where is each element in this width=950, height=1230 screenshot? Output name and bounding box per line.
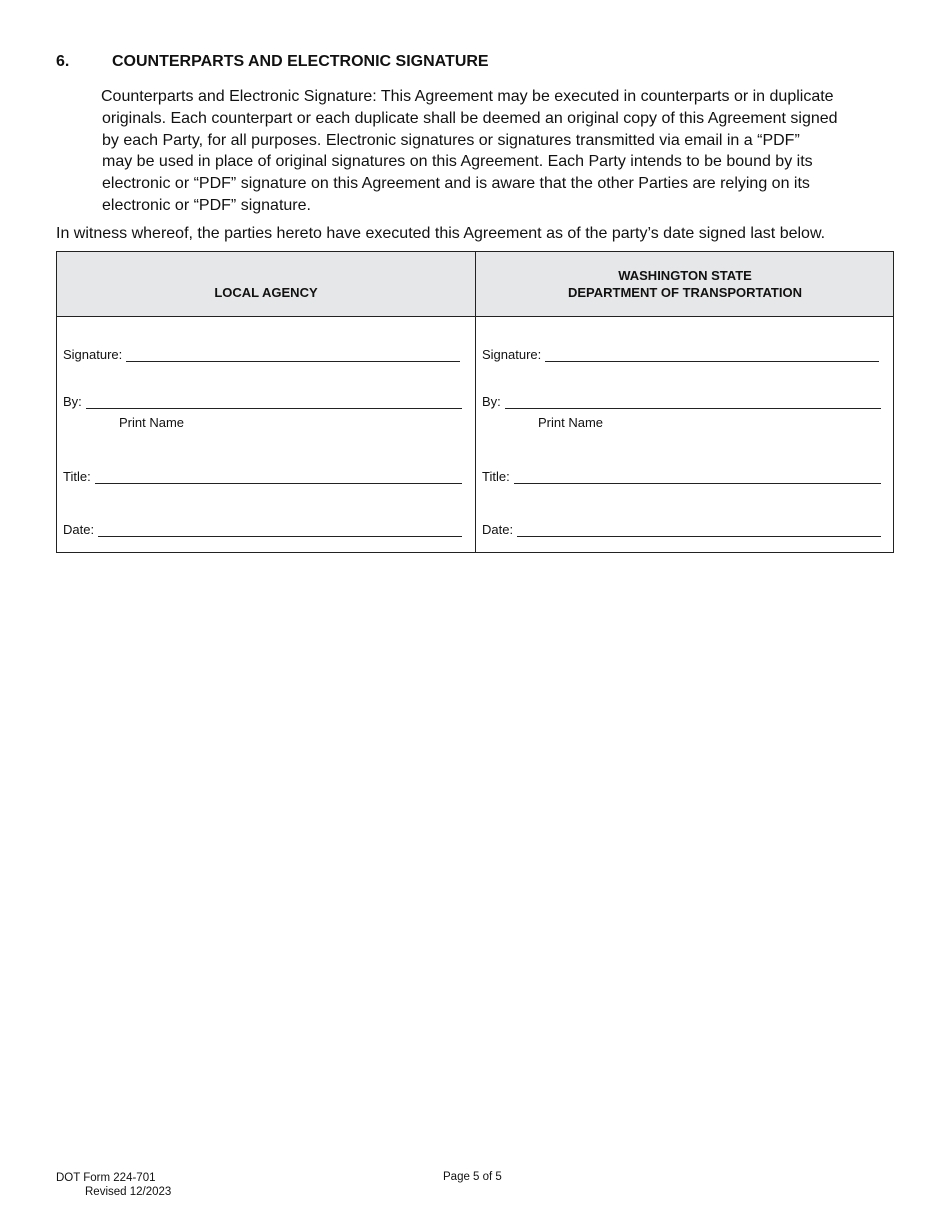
section-number: 6. xyxy=(56,53,70,70)
header-local-agency: LOCAL AGENCY xyxy=(214,284,318,300)
wsdot-by-field[interactable] xyxy=(482,394,881,409)
date-label: Date: xyxy=(63,522,95,537)
footer-form-number: DOT Form 224-701 xyxy=(56,1172,156,1184)
header-wsdot xyxy=(476,252,894,316)
print-name-label: Print Name xyxy=(538,415,604,430)
footer-form-info xyxy=(56,1171,171,1199)
date-label: Date: xyxy=(482,522,514,537)
signature-table xyxy=(56,251,894,553)
local-by-field[interactable] xyxy=(63,394,462,409)
signature-line[interactable] xyxy=(545,347,879,362)
header-wsdot-line2: DEPARTMENT OF TRANSPORTATION xyxy=(568,285,802,300)
signature-label: Signature: xyxy=(63,347,123,362)
date-line[interactable] xyxy=(98,522,462,537)
body-line: electronic or “PDF” signature. xyxy=(102,196,311,214)
by-line[interactable] xyxy=(505,394,881,409)
body-line: electronic or “PDF” signature on this Agreement and is aware that the other Parties are relying on its xyxy=(102,175,810,193)
body-line: originals. Each counterpart or each duplicate shall be deemed an original copy of this Agreement signed xyxy=(102,109,838,127)
title-label: Title: xyxy=(482,469,510,484)
body-line: Counterparts and Electronic Signature: This Agreement may be executed in counterparts or in duplicate xyxy=(101,88,834,105)
by-line[interactable] xyxy=(86,394,462,409)
section-heading xyxy=(56,53,489,71)
date-line[interactable] xyxy=(517,522,881,537)
wsdot-date-field[interactable] xyxy=(482,522,881,537)
title-label: Title: xyxy=(63,469,91,484)
wsdot-signature-field[interactable] xyxy=(482,347,879,362)
print-name-label: Print Name xyxy=(119,415,185,430)
body-line: by each Party, for all purposes. Electronic signatures or signatures transmitted via email in a “PDF” xyxy=(102,131,800,149)
footer-page-number: Page 5 of 5 xyxy=(443,1171,502,1183)
by-label: By: xyxy=(482,394,501,409)
local-signature-field[interactable] xyxy=(63,347,460,362)
section-body xyxy=(103,86,903,217)
wsdot-title-field[interactable] xyxy=(482,469,881,484)
by-label: By: xyxy=(63,394,82,409)
footer-revised: Revised 12/2023 xyxy=(85,1186,172,1198)
title-line[interactable] xyxy=(514,469,881,484)
section-title: COUNTERPARTS AND ELECTRONIC SIGNATURE xyxy=(112,53,489,70)
witness-statement: In witness whereof, the parties hereto have executed this Agreement as of the party’s date signed last below. xyxy=(56,225,826,242)
body-line: may be used in place of original signatures on this Agreement. Each Party intends to be bound by its xyxy=(102,153,813,171)
local-date-field[interactable] xyxy=(63,522,462,537)
local-title-field[interactable] xyxy=(63,469,462,484)
signature-line[interactable] xyxy=(126,347,460,362)
title-line[interactable] xyxy=(95,469,462,484)
header-wsdot-line1: WASHINGTON STATE xyxy=(618,268,752,283)
signature-label: Signature: xyxy=(482,347,542,362)
